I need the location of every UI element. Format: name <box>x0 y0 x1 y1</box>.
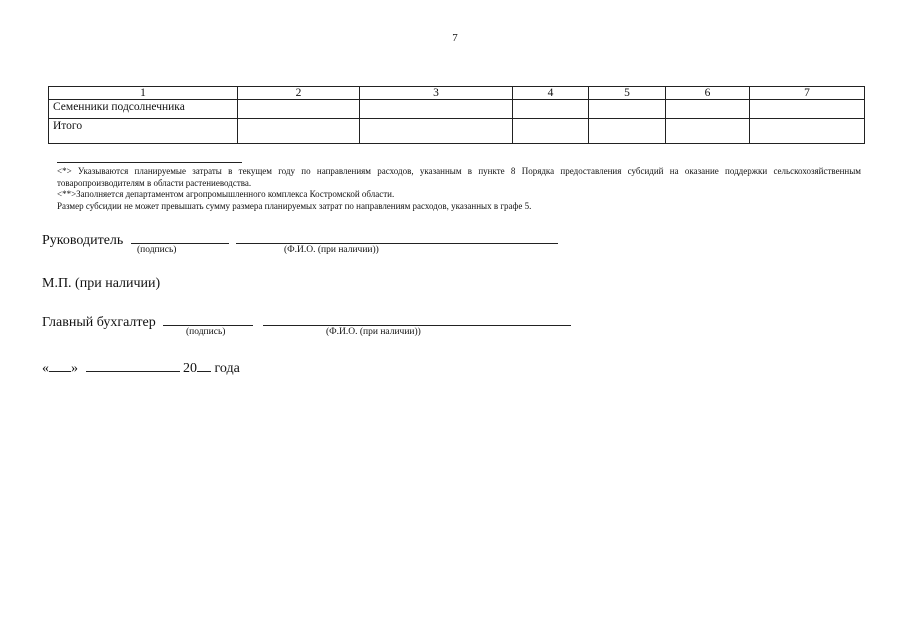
table-cell <box>238 119 360 144</box>
accountant-signature-row <box>42 311 571 331</box>
accountant-name-caption: (Ф.И.О. (при наличии)) <box>326 327 421 337</box>
year-suffix: года <box>214 361 240 376</box>
table-cell <box>238 100 360 119</box>
table-row <box>49 100 865 119</box>
footnote: <*> Указываются планируемые затраты в текущем году по направлениям расходов, указанным в пункте 8 Порядка предоставления субсидий на оказание поддержки сельскохозяйственным товаропроизводителям в области растениеводства. <box>57 166 861 188</box>
expenses-table <box>48 86 865 144</box>
table-cell <box>513 119 589 144</box>
page-number: 7 <box>452 32 458 44</box>
column-header: 3 <box>360 87 513 100</box>
table-cell <box>589 119 666 144</box>
table-cell <box>589 100 666 119</box>
column-header: 7 <box>750 87 865 100</box>
table-cell <box>360 119 513 144</box>
column-header: 1 <box>49 87 238 100</box>
date-open-quote: « <box>42 361 49 376</box>
day-blank[interactable] <box>49 357 71 372</box>
date-close-quote: » <box>71 361 78 376</box>
table-header-row <box>49 87 865 100</box>
column-header: 5 <box>589 87 666 100</box>
head-sign-line[interactable] <box>131 229 229 244</box>
accountant-label: Главный бухгалтер <box>42 315 156 330</box>
table-cell <box>750 100 865 119</box>
head-name-line[interactable] <box>236 229 558 244</box>
footnote: <**>Заполняется департаментом агропромышленного комплекса Костромской области. <box>57 189 395 199</box>
footnote-divider <box>57 162 242 163</box>
footnote: Размер субсидии не может превышать сумму размера планируемых затрат по направлениям расходов, указанных в графе 5. <box>57 200 532 211</box>
head-sign-caption: (подпись) <box>137 245 177 255</box>
accountant-sign-caption: (подпись) <box>186 327 226 337</box>
year-blank[interactable] <box>197 357 211 372</box>
table-row <box>49 119 865 144</box>
date-line <box>42 357 240 377</box>
year-prefix: 20 <box>183 361 197 376</box>
accountant-sign-line[interactable] <box>163 311 253 326</box>
table-cell <box>666 119 750 144</box>
column-header: 2 <box>238 87 360 100</box>
seal-label: М.П. (при наличии) <box>42 276 161 291</box>
accountant-name-line[interactable] <box>263 311 571 326</box>
footnotes <box>57 166 861 212</box>
column-header: 4 <box>513 87 589 100</box>
head-label: Руководитель <box>42 233 124 248</box>
month-blank[interactable] <box>86 357 180 372</box>
table-cell <box>513 100 589 119</box>
table-cell <box>360 100 513 119</box>
table-cell <box>750 119 865 144</box>
row-label: Итого <box>49 119 238 144</box>
column-header: 6 <box>666 87 750 100</box>
table-cell <box>666 100 750 119</box>
row-label: Семенники подсолнечника <box>49 100 238 119</box>
head-name-caption: (Ф.И.О. (при наличии)) <box>284 245 379 255</box>
